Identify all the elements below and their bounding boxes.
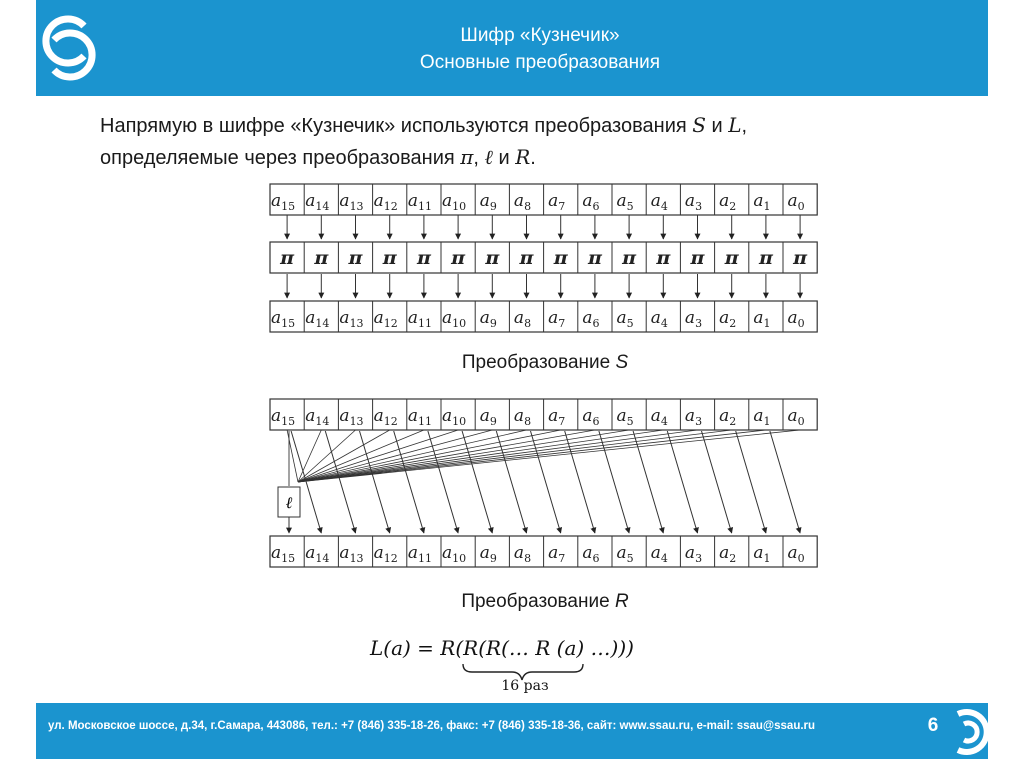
s-in-cell-5: $a_5$ [616, 191, 634, 213]
caption-s [345, 352, 745, 374]
caption-r [345, 591, 745, 613]
s-out-cell-3: $a_3$ [684, 308, 703, 330]
pi-cell-0: π [793, 247, 808, 269]
pi-cell-13: π [348, 247, 363, 269]
ell-input-line-3 [298, 430, 698, 482]
intro-text-1: Напрямую в шифре «Кузнечик» используются преобразования [100, 115, 693, 137]
s-out-cell-5: $a_5$ [616, 308, 634, 330]
s-out-cell-6: $a_6$ [582, 308, 600, 330]
r-out-cell-10: $a_{10}$ [442, 543, 467, 565]
pi-cell-1: π [758, 247, 773, 269]
caption-r-text: Преобразование [461, 591, 615, 612]
r-in-cell-12: $a_{12}$ [373, 406, 398, 428]
r-in-cell-8: $a_8$ [513, 406, 532, 428]
ell-box [278, 487, 300, 517]
r-in-cell-9: $a_9$ [479, 406, 497, 428]
r-in-cell-7: $a_7$ [548, 406, 566, 428]
r-arrows [287, 430, 800, 533]
s-out-cell-4: $a_4$ [650, 308, 668, 330]
symbol-pi: π [460, 145, 474, 169]
s-in-cell-2: $a_2$ [719, 191, 737, 213]
r-input-row [270, 399, 817, 430]
r-in-cell-11: $a_{11}$ [407, 406, 432, 428]
r-in-cell-0: $a_0$ [787, 406, 805, 428]
s-out-cell-12: $a_{12}$ [373, 308, 398, 330]
r-out-cell-9: $a_9$ [479, 543, 497, 565]
r-out-cell-11: $a_{11}$ [407, 543, 432, 565]
s-out-cell-1: $a_1$ [753, 308, 771, 330]
symbol-S: S [692, 113, 706, 137]
r-shift-arrow-5 [633, 431, 663, 533]
footer-contacts: ул. Московское шоссе, д.34, г.Самара, 443086, тел.: +7 (846) 335-18-26, факс: +7 (846) 335-18-36, сайт: www.ssau.ru, e-mail: ssau@ssau.ru [48, 720, 816, 732]
s-out-cell-0: $a_0$ [787, 308, 805, 330]
pi-cell-11: π [416, 247, 431, 269]
s-out-cell-10: $a_{10}$ [442, 308, 467, 330]
title-line-2: Основные преобразования [419, 52, 661, 73]
s-in-cell-3: $a_3$ [684, 191, 703, 213]
r-in-cell-15: $a_{15}$ [271, 406, 296, 428]
r-in-cell-4: $a_4$ [650, 406, 668, 428]
r-shift-arrow-8 [531, 431, 561, 533]
intro-and-2: и [492, 147, 516, 169]
s-out-cell-9: $a_9$ [479, 308, 497, 330]
pi-cell-15: π [280, 247, 295, 269]
s-in-cell-4: $a_4$ [650, 191, 668, 213]
pi-cell-6: π [587, 247, 602, 269]
s-in-cell-15: $a_{15}$ [271, 191, 296, 213]
intro-text-2: определяемые через преобразования [100, 147, 461, 169]
intro-comma-2: , [473, 147, 485, 169]
s-out-cell-2: $a_2$ [719, 308, 737, 330]
s-in-cell-0: $a_0$ [787, 191, 805, 213]
r-shift-arrow-7 [565, 431, 595, 533]
pi-cell-12: π [382, 247, 397, 269]
symbol-R: R [515, 145, 531, 169]
caption-s-text: Преобразование [461, 352, 616, 373]
s-output-row [270, 301, 817, 332]
r-in-cell-10: $a_{10}$ [442, 406, 467, 428]
r-out-cell-1: $a_1$ [753, 543, 771, 565]
s-in-cell-11: $a_{11}$ [407, 191, 432, 213]
r-out-cell-8: $a_8$ [513, 543, 532, 565]
s-out-cell-15: $a_{15}$ [271, 308, 296, 330]
r-in-cell-14: $a_{14}$ [305, 406, 330, 428]
ell-input-line-4 [298, 430, 663, 482]
s-in-cell-14: $a_{14}$ [305, 191, 330, 213]
s-in-cell-12: $a_{12}$ [373, 191, 398, 213]
formula-L: L(a) = R(R(R(… R (a) …))) [370, 636, 634, 660]
pi-cell-14: π [314, 247, 329, 269]
r-out-cell-6: $a_6$ [582, 543, 600, 565]
pi-cell-3: π [690, 247, 705, 269]
r-out-cell-3: $a_3$ [684, 543, 703, 565]
r-in-cell-2: $a_2$ [719, 406, 737, 428]
s-out-cell-7: $a_7$ [548, 308, 566, 330]
s-in-cell-8: $a_8$ [513, 191, 532, 213]
s-in-cell-10: $a_{10}$ [442, 191, 467, 213]
s-out-cell-13: $a_{13}$ [339, 308, 364, 330]
r-shift-arrow-3 [702, 431, 732, 533]
r-shift-arrow-2 [736, 431, 766, 533]
s-in-cell-13: $a_{13}$ [339, 191, 364, 213]
s-in-cell-1: $a_1$ [753, 191, 771, 213]
r-out-cell-15: $a_{15}$ [271, 543, 296, 565]
r-shift-arrow-15 [291, 431, 321, 533]
r-out-cell-0: $a_0$ [787, 543, 805, 565]
ell-input-line-10 [298, 430, 458, 482]
r-shift-arrow-9 [496, 431, 526, 533]
r-out-cell-2: $a_2$ [719, 543, 737, 565]
page-number: 6 [927, 715, 939, 736]
s-in-cell-6: $a_6$ [582, 191, 600, 213]
pi-cell-10: π [451, 247, 466, 269]
intro-and-1: и [705, 115, 729, 137]
symbol-ell: ℓ [484, 145, 493, 169]
r-shift-arrow-14 [325, 431, 355, 533]
pi-cell-2: π [724, 247, 739, 269]
s-out-cell-14: $a_{14}$ [305, 308, 330, 330]
caption-r-symbol: R [614, 591, 629, 612]
r-shift-arrow-6 [599, 431, 629, 533]
pi-cell-8: π [519, 247, 534, 269]
s-out-cell-11: $a_{11}$ [407, 308, 432, 330]
s-in-cell-7: $a_7$ [548, 191, 566, 213]
r-shift-arrow-1 [770, 431, 800, 533]
brace-label: 16 раз [501, 678, 549, 694]
r-in-cell-13: $a_{13}$ [339, 406, 364, 428]
pi-cell-4: π [656, 247, 671, 269]
s-input-row [270, 184, 817, 215]
intro-comma: , [741, 115, 748, 137]
r-in-cell-3: $a_3$ [684, 406, 703, 428]
r-out-cell-12: $a_{12}$ [373, 543, 398, 565]
s-in-cell-9: $a_9$ [479, 191, 497, 213]
pi-row [270, 242, 817, 273]
ssau-footer-logo-icon [944, 706, 992, 758]
r-output-row [270, 536, 817, 567]
r-in-cell-6: $a_6$ [582, 406, 600, 428]
ell-input-line-1 [298, 430, 766, 482]
r-shift-arrow-4 [667, 431, 697, 533]
r-out-cell-13: $a_{13}$ [339, 543, 364, 565]
title-line-1: Шифр «Кузнечик» [460, 25, 620, 46]
s-out-cell-8: $a_8$ [513, 308, 532, 330]
r-out-cell-7: $a_7$ [548, 543, 566, 565]
caption-s-symbol: S [615, 352, 629, 373]
r-out-cell-5: $a_5$ [616, 543, 634, 565]
pi-cell-7: π [553, 247, 568, 269]
symbol-L: L [728, 113, 742, 137]
ell-label: ℓ [285, 493, 293, 512]
intro-period: . [530, 147, 536, 169]
r-in-cell-5: $a_5$ [616, 406, 634, 428]
r-out-cell-4: $a_4$ [650, 543, 668, 565]
r-in-cell-1: $a_1$ [753, 406, 771, 428]
r-out-cell-14: $a_{14}$ [305, 543, 330, 565]
pi-cell-9: π [485, 247, 500, 269]
ell-input-line-2 [298, 430, 732, 482]
ell-input-line-7 [298, 430, 561, 482]
pi-cell-5: π [622, 247, 637, 269]
